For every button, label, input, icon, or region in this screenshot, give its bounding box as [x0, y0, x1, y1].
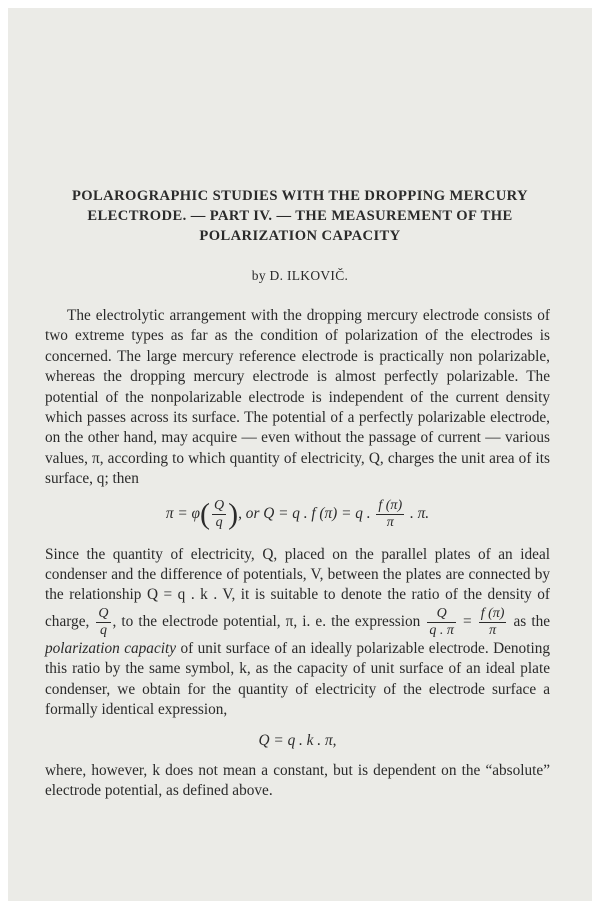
para2-text-1: Since the quantity of electricity, Q, placed on the parallel plates of an ideal condenser and the difference of potentials, V, between the plates are connected by the relationship Q = q . k . V, it is suitable to denote the ratio of the density of charge,: [45, 545, 550, 630]
paragraph-2: [45, 545, 550, 721]
para2-fraction-expression: [427, 606, 456, 639]
para2-frac2-denominator: q . π: [429, 622, 454, 638]
eq1-end: . π.: [409, 504, 430, 522]
title-line-2: ELECTRODE. — PART IV. — THE MEASUREMENT OF THE: [87, 208, 513, 224]
para2-frac2-numerator: Q: [427, 606, 456, 623]
eq1-fraction-f: [376, 498, 404, 531]
eq1-middle: , or Q = q . f (π) = q .: [238, 504, 371, 522]
eq1-frac2-numerator: f (π): [378, 497, 403, 513]
paragraph-1: The electrolytic arrangement with the dropping mercury electrode consists of two extreme types as far as the condition of polarization of the electrodes is concerned. The large mercury reference electrode is practically non polarizable, whereas the dropping mercury electrode is almost perfectly polarizable. The potential of the nonpolarizable electrode is independent of the current density which passes across its surface. The potential of a perfectly polarizable electrode, on the other hand, may acquire — even without the passage of current — various values, π, according to which quantity of electricity, Q, charges the unit area of its surface, q; then: [45, 307, 550, 488]
page: [8, 8, 592, 901]
para2-frac1-numerator: Q: [98, 605, 109, 621]
title-line-1: POLAROGRAPHIC STUDIES WITH THE DROPPING MERCURY: [71, 188, 528, 204]
para2-fraction-charge-density: [96, 606, 110, 639]
para2-fraction-f-pi: [479, 606, 507, 639]
eq1-frac2-denominator: π: [386, 514, 394, 530]
para2-frac1-denominator: q: [99, 622, 107, 638]
eq1-frac1-denominator: q: [215, 514, 223, 530]
para2-equals: =: [462, 612, 472, 630]
para2-frac3-numerator: f (π): [480, 605, 505, 621]
article-title: [38, 186, 562, 246]
equation-1: [45, 498, 550, 531]
eq1-frac1-numerator: Q: [214, 497, 225, 513]
para2-text-4: of unit surface of an ideally polarizable electrode. Denoting this ratio by the same symbol, k, as the capacity of unit surface of an ideal plate condenser, we obtain for the quantity of electricity of the electrode surface a formally identical expression,: [45, 639, 551, 719]
eq1-lhs: π = φ: [165, 504, 201, 522]
eq1-left-paren: (: [200, 497, 211, 531]
author-byline: by D. ILKOVIČ.: [251, 268, 349, 283]
para2-text-2: , to the electrode potential, π, i. e. the expression: [112, 612, 421, 630]
paragraph-3: where, however, k does not mean a constant, but is dependent on the “absolute” electrode potential, as defined above.: [45, 761, 550, 799]
para2-text-3: as the: [513, 612, 551, 630]
article-body: [45, 306, 550, 801]
polarization-capacity-term: polarization capacity: [45, 639, 177, 657]
para2-frac3-denominator: π: [489, 622, 497, 638]
eq1-fraction-q: [212, 498, 226, 531]
title-line-3: POLARIZATION CAPACITY: [199, 228, 401, 244]
equation-2: Q = q . k . π,: [258, 731, 337, 749]
eq1-right-paren: ): [228, 497, 239, 531]
